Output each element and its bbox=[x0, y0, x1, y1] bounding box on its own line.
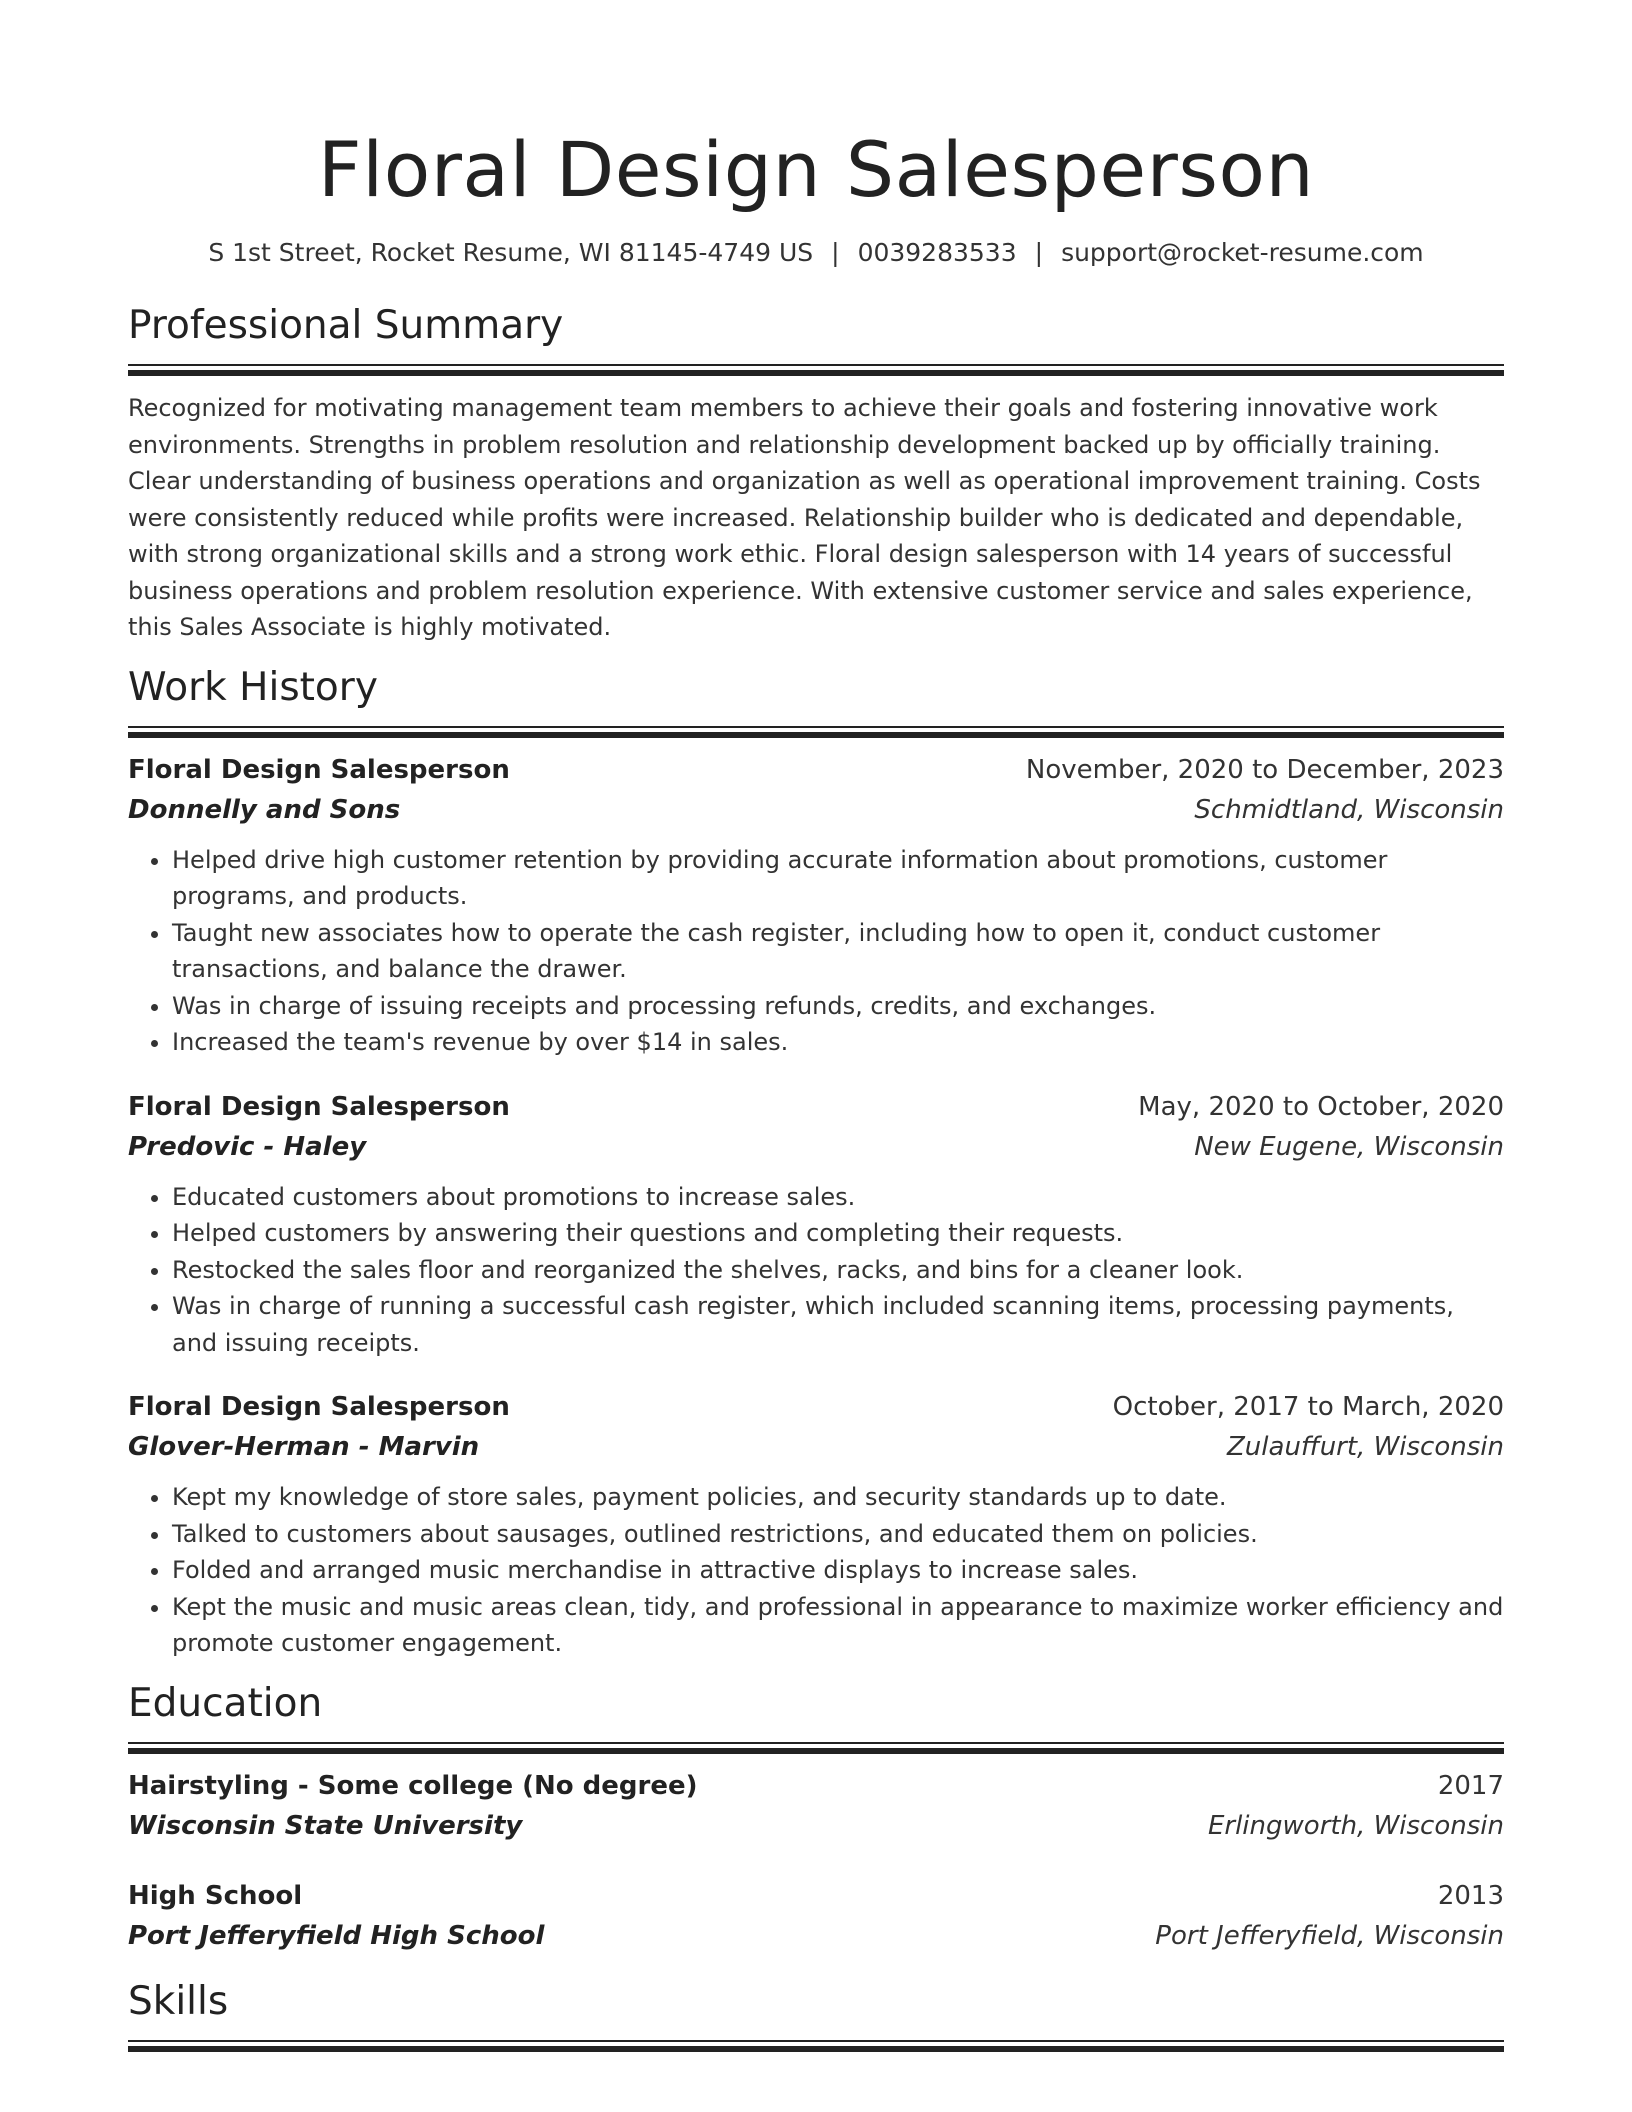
summary-section bbox=[128, 300, 1504, 646]
job-bullet: • Folded and arranged music merchandise in attractive displays to increase sales. bbox=[172, 1552, 1504, 1589]
job-bullets bbox=[128, 1179, 1504, 1362]
contact-address: S 1st Street, Rocket Resume, WI 81145-4749 US bbox=[208, 238, 814, 267]
job-header bbox=[128, 750, 1504, 790]
education-location: Erlingworth, Wisconsin bbox=[1207, 1810, 1504, 1841]
education-location: Port Jefferyfield, Wisconsin bbox=[1155, 1920, 1504, 1951]
job-title: Floral Design Salesperson bbox=[128, 1091, 510, 1122]
education-section bbox=[128, 1678, 1504, 1956]
job-bullet: • Increased the team's revenue by over $14 in sales. bbox=[172, 1024, 1504, 1061]
job-location: Schmidtland, Wisconsin bbox=[1194, 794, 1504, 825]
education-degree: Hairstyling - Some college (No degree) bbox=[128, 1770, 698, 1801]
education-school: Port Jefferyfield High School bbox=[128, 1920, 545, 1951]
contact-line bbox=[128, 236, 1504, 270]
education-header bbox=[128, 1876, 1504, 1916]
section-divider bbox=[128, 2040, 1504, 2052]
job-header bbox=[128, 1387, 1504, 1427]
section-title-work: Work History bbox=[128, 664, 378, 710]
job-bullet: • Kept my knowledge of store sales, payment policies, and security standards up to date. bbox=[172, 1479, 1504, 1516]
education-school: Wisconsin State University bbox=[128, 1810, 523, 1841]
job-title: Floral Design Salesperson bbox=[128, 1392, 510, 1422]
skills-section bbox=[128, 1976, 1504, 2052]
job-entry bbox=[128, 1087, 1504, 1362]
section-divider bbox=[128, 364, 1504, 376]
section-title-education: Education bbox=[128, 1680, 323, 1726]
job-bullet: • Taught new associates how to operate the cash register, including how to open it, conduct customer transactions, and balance the drawer. bbox=[172, 915, 1504, 988]
section-title-summary: Professional Summary bbox=[128, 303, 564, 348]
education-degree: High School bbox=[128, 1880, 303, 1911]
job-company: Glover-Herman - Marvin bbox=[128, 1432, 480, 1462]
job-subheader bbox=[128, 1127, 1504, 1167]
job-company: Donnelly and Sons bbox=[128, 794, 401, 825]
job-entry bbox=[128, 750, 1504, 1061]
education-header bbox=[128, 1766, 1504, 1806]
job-company: Predovic - Haley bbox=[128, 1131, 367, 1162]
education-year: 2013 bbox=[1437, 1880, 1504, 1911]
job-bullet: • Helped customers by answering their questions and completing their requests. bbox=[172, 1215, 1504, 1252]
job-bullets bbox=[128, 1479, 1504, 1662]
job-subheader bbox=[128, 790, 1504, 830]
section-divider bbox=[128, 726, 1504, 738]
job-dates: November, 2020 to December, 2023 bbox=[1025, 754, 1504, 785]
job-title: Floral Design Salesperson bbox=[128, 754, 510, 785]
education-subheader bbox=[128, 1806, 1504, 1846]
section-divider bbox=[128, 1742, 1504, 1754]
section-title-skills: Skills bbox=[128, 1978, 229, 2024]
job-bullet: • Helped drive high customer retention by providing accurate information about promotions, customer programs, and products. bbox=[172, 842, 1504, 915]
contact-email[interactable]: support@rocket-resume.com bbox=[1061, 238, 1424, 267]
contact-separator: | bbox=[1034, 238, 1044, 267]
work-section bbox=[128, 662, 1504, 1662]
job-bullets bbox=[128, 842, 1504, 1061]
education-subheader bbox=[128, 1916, 1504, 1956]
job-bullet: • Kept the music and music areas clean, tidy, and professional in appearance to maximize worker efficiency and promote customer engagement. bbox=[172, 1589, 1504, 1662]
education-entry bbox=[128, 1876, 1504, 1956]
contact-phone: 0039283533 bbox=[857, 238, 1017, 267]
job-bullet: • Talked to customers about sausages, outlined restrictions, and educated them on policies. bbox=[172, 1516, 1504, 1553]
contact-separator: | bbox=[831, 238, 840, 267]
education-year: 2017 bbox=[1437, 1770, 1504, 1801]
summary-text: Recognized for motivating management team members to achieve their goals and fostering innovative work environments. Strengths in problem resolution and relationship development backed up by officially training. Clear understanding of business operations and organization as well as operational improvement training. Costs were consistently reduced while profits were increased. Relationship builder who is dedicated and dependable, with strong organizational skills and a strong work ethic. Floral design salesperson with 14 years of successful business operations and problem resolution experience. With extensive customer service and sales experience, this Sales Associate is highly motivated. bbox=[128, 394, 1481, 641]
job-entry bbox=[128, 1387, 1504, 1662]
job-dates: October, 2017 to March, 2020 bbox=[1112, 1392, 1504, 1422]
job-header bbox=[128, 1087, 1504, 1127]
job-bullet: • Educated customers about promotions to increase sales. bbox=[172, 1179, 1504, 1216]
job-location: New Eugene, Wisconsin bbox=[1194, 1131, 1504, 1162]
resume-name: Floral Design Salesperson bbox=[317, 125, 1315, 214]
job-location: Zulauffurt, Wisconsin bbox=[1227, 1432, 1504, 1462]
job-bullet: • Restocked the sales floor and reorganized the shelves, racks, and bins for a cleaner look. bbox=[172, 1252, 1504, 1289]
job-dates: May, 2020 to October, 2020 bbox=[1138, 1091, 1504, 1122]
education-entry bbox=[128, 1766, 1504, 1846]
job-bullet: • Was in charge of issuing receipts and processing refunds, credits, and exchanges. bbox=[172, 988, 1504, 1025]
job-subheader bbox=[128, 1427, 1504, 1467]
job-bullet: • Was in charge of running a successful cash register, which included scanning items, processing payments, and issuing receipts. bbox=[172, 1288, 1504, 1361]
